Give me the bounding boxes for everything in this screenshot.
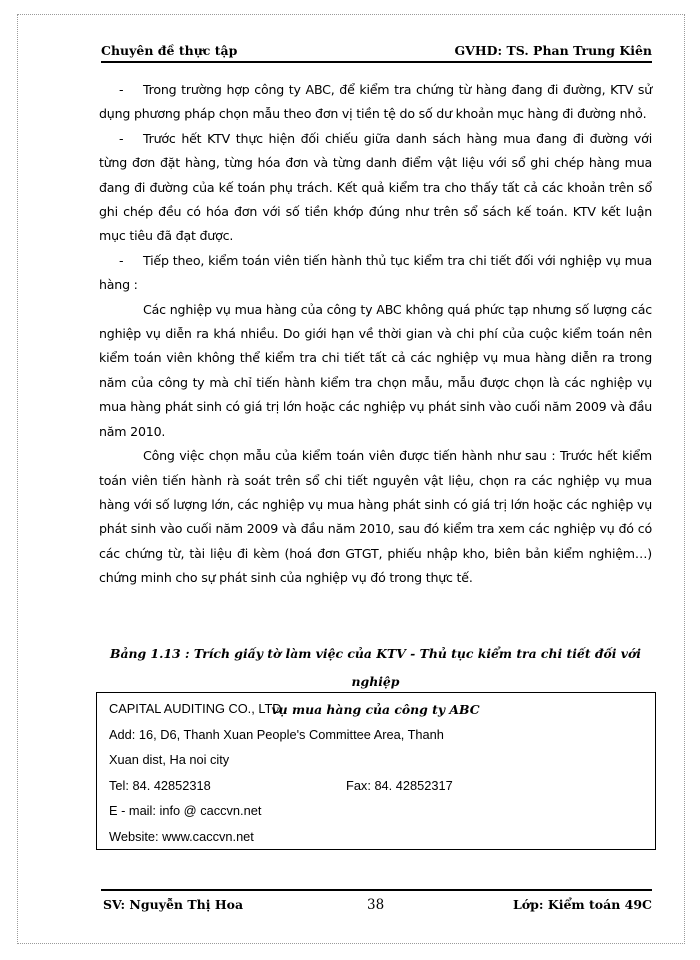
page-header <box>101 41 652 63</box>
address-line-1: Add: 16, D6, Thanh Xuan People's Committee Area, Thanh <box>109 726 444 742</box>
website: Website: www.caccvn.net <box>109 828 254 844</box>
bullet-paragraph <box>99 249 652 298</box>
page-footer <box>101 889 652 915</box>
fax: Fax: 84. 42852317 <box>346 777 453 793</box>
email: E - mail: info @ caccvn.net <box>109 803 262 818</box>
caption-line-1: Bảng 1.13 : Trích giấy tờ làm việc của KTV - Thủ tục kiểm tra chi tiết đối với nghiệp <box>110 646 641 689</box>
company-info-box <box>96 692 656 850</box>
dash-marker: - <box>119 252 124 268</box>
body-text <box>99 78 652 591</box>
bullet-text: Trong trường hợp công ty ABC, để kiểm tra chứng từ hàng đang đi đường, KTV sử dụng phương pháp chọn mẫu theo đơn vị tiền tệ do số dư khoản mục hàng đi đường nhỏ. <box>99 82 652 122</box>
header-title: Chuyên đề thực tập <box>101 43 238 58</box>
bullet-paragraph <box>99 127 652 249</box>
address-line-2: Xuan dist, Ha noi city <box>109 752 230 767</box>
paragraph: Công việc chọn mẫu của kiểm toán viên được tiến hành như sau : Trước hết kiểm toán viên tiến hành rà soát trên sổ chi tiết nguyên vật liệu, chọn ra các nghiệp vụ mua hàng với số lượng lớn, các nghiệp vụ mua hàng phát sinh có giá trị lớn hoặc các nghiệp vụ phát sinh vào cuối năm 2009 và đầu năm 2010, sau đó kiểm tra xem các nghiệp vụ đó có các chứng từ, tài liệu đi kèm (hoá đơn GTGT, phiếu nhập kho, biên bản kiểm nghiệm…) chứng minh cho sự phát sinh của nghiệp vụ đó trong thực tế. <box>99 448 652 586</box>
dash-marker: - <box>119 130 124 146</box>
telephone: Tel: 84. 42852318 <box>109 777 211 793</box>
header-supervisor: GVHD: TS. Phan Trung Kiên <box>454 43 652 58</box>
contact-row <box>109 773 655 799</box>
student-name: SV: Nguyễn Thị Hoa <box>103 897 244 912</box>
caption-line-2: vụ mua hàng của công ty ABC <box>271 702 480 717</box>
company-name: CAPITAL AUDITING CO., LTD <box>109 701 282 716</box>
bullet-paragraph <box>99 78 652 127</box>
bullet-text: Trước hết KTV thực hiện đối chiếu giữa danh sách hàng mua đang đi đường với từng đơn đặt hàng, từng hóa đơn và từng danh điểm vật liệu với sổ ghi chép hàng mua đang đi đường của kế toán phụ trách. Kết quả kiểm tra cho thấy tất cả các khoản trên sổ ghi chép đều có hóa đơn với số tiền khớp đúng như trên sổ sách kế toán. KTV kết luận mục tiêu đã đạt được. <box>99 130 652 244</box>
page-number: 38 <box>367 897 385 913</box>
class-name: Lớp: Kiểm toán 49C <box>513 897 652 912</box>
bullet-text: Tiếp theo, kiểm toán viên tiến hành thủ tục kiểm tra chi tiết đối với nghiệp vụ mua hàng : <box>99 252 652 293</box>
dash-marker: - <box>119 82 124 97</box>
paragraph: Các nghiệp vụ mua hàng của công ty ABC không quá phức tạp nhưng số lượng các nghiệp vụ diễn ra khá nhiều. Do giới hạn về thời gian và chi phí của cuộc kiểm toán nên kiểm toán viên không thể kiểm tra chi tiết tất cả các nghiệp vụ mua hàng diễn ra trong năm của công ty mà chỉ tiến hành kiểm tra chọn mẫu, mẫu được chọn là các nghiệp vụ mua hàng phát sinh có giá trị lớn hoặc các nghiệp vụ phát sinh vào cuối năm 2009 và đầu năm 2010. <box>99 301 652 439</box>
